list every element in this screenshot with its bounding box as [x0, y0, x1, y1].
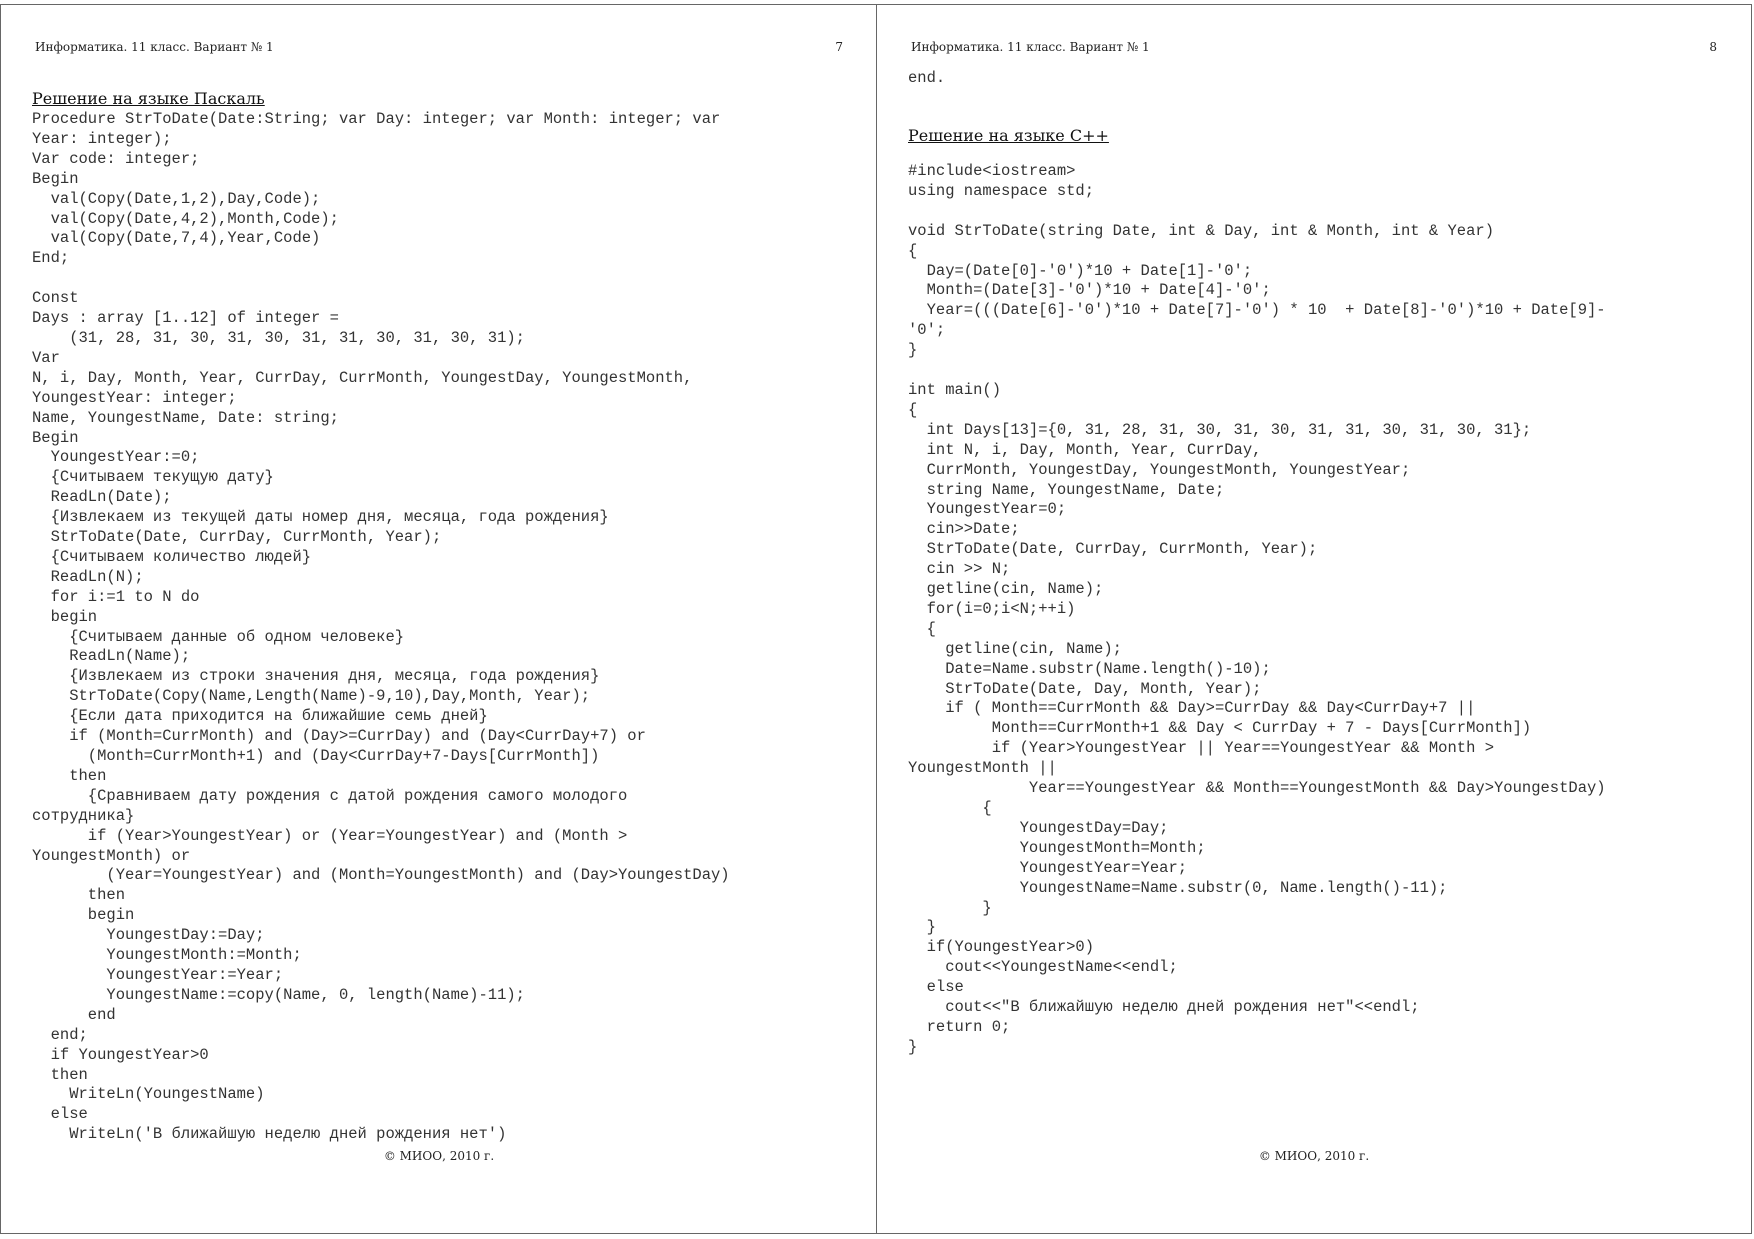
- left-page: [0, 4, 878, 1234]
- pascal-code-line: YoungestDay:=Day;: [32, 926, 265, 945]
- cpp-code-line: CurrMonth, YoungestDay, YoungestMonth, YoungestYear;: [908, 460, 1411, 479]
- cpp-code-line: getline(cin, Name);: [908, 580, 1104, 599]
- right-header-title: Информатика. 11 класс. Вариант № 1: [911, 40, 1150, 54]
- left-page-footer: © МИОО, 2010 г.: [383, 1149, 495, 1163]
- pascal-code-line: Var: [32, 348, 60, 367]
- cpp-code-line: [908, 202, 1606, 222]
- pascal-code-line: Const: [32, 289, 79, 308]
- pascal-code-line: begin: [32, 607, 98, 626]
- right-page-footer: © МИОО, 2010 г.: [1258, 1149, 1370, 1163]
- cpp-code-line: StrToDate(Date, CurrDay, CurrMonth, Year);: [908, 540, 1318, 559]
- cpp-code-line: Month==CurrMonth+1 && Day < CurrDay + 7 - Days[CurrMonth]): [908, 719, 1532, 738]
- pascal-code-line: YoungestMonth:=Month;: [32, 946, 302, 965]
- pascal-code-line: ReadLn(N);: [32, 567, 144, 586]
- cpp-code-line: StrToDate(Date, Day, Month, Year);: [908, 679, 1262, 698]
- pascal-code-line: YoungestYear:=Year;: [32, 965, 284, 984]
- pascal-code-line: сотрудника}: [32, 806, 135, 825]
- pascal-code-line: StrToDate(Date, CurrDay, CurrMonth, Year);: [32, 528, 442, 547]
- cpp-code-line: Month=(Date[3]-'0')*10 + Date[4]-'0';: [908, 281, 1271, 300]
- cpp-code-line: cin >> N;: [908, 560, 1011, 579]
- pascal-code-line: val(Copy(Date,4,2),Month,Code);: [32, 209, 339, 228]
- pascal-code-line: Days : array [1..12] of integer =: [32, 309, 339, 328]
- pascal-code-line: val(Copy(Date,1,2),Day,Code);: [32, 189, 321, 208]
- pascal-code-line: {Сравниваем дату рождения с датой рождения самого молодого: [32, 786, 628, 805]
- pascal-code-line: WriteLn(YoungestName): [32, 1085, 265, 1104]
- pascal-code-line: Year: integer);: [32, 129, 172, 148]
- pascal-code-line: YoungestMonth) or: [32, 846, 191, 865]
- pascal-code-line: {Считываем данные об одном человеке}: [32, 627, 405, 646]
- cpp-code-line: }: [908, 918, 936, 937]
- pascal-code-line: (31, 28, 31, 30, 31, 30, 31, 31, 30, 31, 30, 31);: [32, 328, 525, 347]
- pascal-end-line: end.: [908, 69, 946, 87]
- pascal-code-line: then: [32, 886, 126, 905]
- cpp-code-line: cin>>Date;: [908, 520, 1020, 539]
- pascal-code-line: begin: [32, 906, 135, 925]
- pascal-code-line: if YoungestYear>0: [32, 1045, 209, 1064]
- cpp-code-line: }: [908, 898, 992, 917]
- cpp-code-line: {: [908, 799, 992, 817]
- cpp-section-title: Решение на языке С++: [908, 126, 1109, 145]
- cpp-code-line: cout<<"В ближайшую неделю дней рождения нет"<<endl;: [908, 998, 1420, 1017]
- cpp-code-line: string Name, YoungestName, Date;: [908, 480, 1225, 499]
- cpp-code-line: Day=(Date[0]-'0')*10 + Date[1]-'0';: [908, 261, 1253, 280]
- cpp-code-line: YoungestMonth ||: [908, 759, 1057, 778]
- cpp-code-line: return 0;: [908, 1017, 1011, 1036]
- cpp-code-line: YoungestMonth=Month;: [908, 838, 1206, 857]
- cpp-code-line: int N, i, Day, Month, Year, CurrDay,: [908, 440, 1262, 459]
- pascal-code-line: then: [32, 1065, 88, 1084]
- pascal-code-line: end: [32, 1005, 116, 1024]
- pascal-code-line: Begin: [32, 428, 79, 447]
- cpp-code-line: Year==YoungestYear && Month==YoungestMonth && Day>YoungestDay): [908, 779, 1606, 798]
- cpp-code-line: YoungestYear=Year;: [908, 858, 1188, 877]
- pascal-code-line: WriteLn('В ближайшую неделю дней рождения нет'): [32, 1125, 507, 1144]
- cpp-code-line: Year=(((Date[6]-'0')*10 + Date[7]-'0') * 10 + Date[8]-'0')*10 + Date[9]-: [908, 301, 1606, 320]
- pascal-code-line: [32, 269, 730, 289]
- cpp-code-line: using namespace std;: [908, 181, 1095, 200]
- cpp-code-line: else: [908, 978, 964, 997]
- pascal-code-line: for i:=1 to N do: [32, 587, 200, 606]
- cpp-code-block: [908, 162, 1606, 1058]
- pascal-code-line: {Извлекаем из строки значения дня, месяца, года рождения}: [32, 667, 600, 686]
- cpp-code-line: #include<iostream>: [908, 162, 1076, 180]
- right-page-number: 8: [1709, 40, 1717, 54]
- pascal-code-line: Begin: [32, 169, 79, 188]
- cpp-code-line: {: [908, 241, 918, 260]
- cpp-code-line: {: [908, 619, 936, 638]
- cpp-code-line: for(i=0;i<N;++i): [908, 599, 1076, 618]
- pascal-code-block: [32, 110, 730, 1145]
- cpp-code-line: YoungestName=Name.substr(0, Name.length()-11);: [908, 878, 1448, 897]
- pascal-code-line: Name, YoungestName, Date: string;: [32, 408, 339, 427]
- cpp-code-line: {: [908, 400, 918, 419]
- cpp-code-line: YoungestYear=0;: [908, 500, 1067, 519]
- cpp-code-line: if(YoungestYear>0): [908, 938, 1095, 957]
- cpp-code-line: [908, 361, 1606, 381]
- pascal-code-line: ReadLn(Name);: [32, 647, 191, 666]
- pascal-code-line: (Month=CurrMonth+1) and (Day<CurrDay+7-Days[CurrMonth]): [32, 747, 600, 765]
- cpp-code-line: }: [908, 1037, 918, 1056]
- pascal-code-line: YoungestName:=copy(Name, 0, length(Name)-11);: [32, 985, 525, 1004]
- pascal-section-title: Решение на языке Паскаль: [32, 89, 265, 108]
- pascal-code-line: {Если дата приходится на ближайшие семь дней}: [32, 707, 488, 726]
- cpp-code-line: if (Year>YoungestYear || Year==YoungestYear && Month >: [908, 739, 1494, 758]
- cpp-code-line: if ( Month==CurrMonth && Day>=CurrDay && Day<CurrDay+7 ||: [908, 699, 1476, 718]
- pascal-code-line: Procedure StrToDate(Date:String; var Day: integer; var Month: integer; var: [32, 110, 721, 128]
- pascal-code-line: YoungestYear:=0;: [32, 448, 200, 467]
- left-page-number: 7: [835, 40, 843, 54]
- pascal-code-line: StrToDate(Copy(Name,Length(Name)-9,10),Day,Month, Year);: [32, 687, 591, 706]
- pascal-code-line: {Считываем количество людей}: [32, 547, 312, 566]
- pascal-code-line: if (Year>YoungestYear) or (Year=YoungestYear) and (Month >: [32, 826, 628, 845]
- pascal-code-line: {Извлекаем из текущей даты номер дня, месяца, года рождения}: [32, 508, 609, 527]
- right-page: [876, 4, 1752, 1234]
- pascal-code-line: if (Month=CurrMonth) and (Day>=CurrDay) and (Day<CurrDay+7) or: [32, 727, 646, 746]
- cpp-code-line: '0';: [908, 321, 946, 340]
- pascal-code-line: (Year=YoungestYear) and (Month=YoungestMonth) and (Day>YoungestDay): [32, 866, 730, 885]
- pascal-code-line: end;: [32, 1025, 88, 1044]
- pascal-code-line: ReadLn(Date);: [32, 488, 172, 507]
- pascal-code-line: Var code: integer;: [32, 149, 200, 168]
- cpp-code-line: YoungestDay=Day;: [908, 818, 1169, 837]
- cpp-code-line: }: [908, 341, 918, 360]
- pascal-code-line: val(Copy(Date,7,4),Year,Code): [32, 229, 321, 248]
- cpp-code-line: int Days[13]={0, 31, 28, 31, 30, 31, 30, 31, 31, 30, 31, 30, 31};: [908, 420, 1532, 439]
- left-header-title: Информатика. 11 класс. Вариант № 1: [35, 40, 274, 54]
- pascal-code-line: else: [32, 1105, 88, 1124]
- cpp-code-line: getline(cin, Name);: [908, 639, 1122, 658]
- cpp-code-line: cout<<YoungestName<<endl;: [908, 958, 1178, 977]
- pascal-code-line: then: [32, 766, 107, 785]
- cpp-code-line: void StrToDate(string Date, int & Day, int & Month, int & Year): [908, 221, 1494, 240]
- pascal-code-line: End;: [32, 249, 70, 268]
- pascal-code-line: {Считываем текущую дату}: [32, 468, 274, 487]
- pascal-code-line: YoungestYear: integer;: [32, 388, 237, 407]
- cpp-code-line: int main(): [908, 380, 1002, 399]
- pascal-code-line: N, i, Day, Month, Year, CurrDay, CurrMonth, YoungestDay, YoungestMonth,: [32, 368, 693, 387]
- cpp-code-line: Date=Name.substr(Name.length()-10);: [908, 659, 1271, 678]
